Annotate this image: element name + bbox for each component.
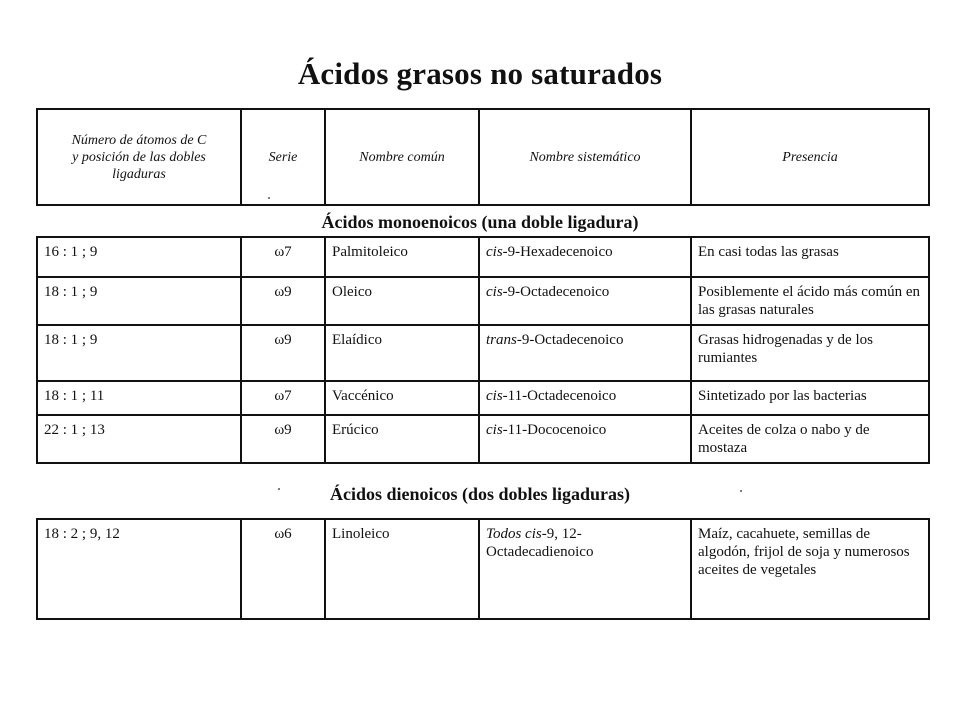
scan-speck bbox=[740, 490, 742, 492]
serie-cell: ω7 bbox=[241, 381, 325, 415]
page-title: Ácidos grasos no saturados bbox=[297, 56, 663, 91]
table-row bbox=[37, 325, 929, 381]
isomer-prefix: cis bbox=[486, 284, 503, 300]
isomer-prefix: Todos cis bbox=[486, 526, 542, 542]
systematic-name-cell bbox=[479, 415, 691, 463]
section-heading-monoenoic: Ácidos monoenoicos (una doble ligadura) bbox=[321, 212, 639, 232]
common-name-cell: Erúcico bbox=[325, 415, 479, 463]
serie-cell: ω9 bbox=[241, 277, 325, 325]
scan-speck bbox=[268, 197, 270, 199]
systematic-name-cell bbox=[479, 381, 691, 415]
table-row bbox=[37, 277, 929, 325]
header-common-name: Nombre común bbox=[325, 109, 479, 205]
carbon-cell: 18 : 2 ; 9, 12 bbox=[37, 519, 241, 619]
isomer-prefix: cis bbox=[486, 388, 503, 404]
header-occurrence: Presencia bbox=[691, 109, 929, 205]
isomer-prefix: cis bbox=[486, 422, 503, 438]
occurrence-cell: Maíz, cacahuete, semillas de algodón, frijol de soja y numerosos aceites de vegetales bbox=[691, 519, 929, 619]
occurrence-cell: Posiblemente el ácido más común en las grasas naturales bbox=[691, 277, 929, 325]
systematic-name-text: -9-Octadecenoico bbox=[516, 332, 624, 348]
carbon-cell: 18 : 1 ; 9 bbox=[37, 277, 241, 325]
systematic-name-text: -9-Octadecenoico bbox=[502, 284, 610, 300]
systematic-name-text: -11-Octadecenoico bbox=[502, 388, 617, 404]
systematic-name-cell bbox=[479, 277, 691, 325]
occurrence-cell: Sintetizado por las bacterias bbox=[691, 381, 929, 415]
carbon-cell: 18 : 1 ; 9 bbox=[37, 325, 241, 381]
monoenoic-table bbox=[36, 236, 930, 464]
common-name-cell: Vaccénico bbox=[325, 381, 479, 415]
systematic-name-text: -9-Hexadecenoico bbox=[502, 244, 613, 260]
header-serie: Serie bbox=[241, 109, 325, 205]
isomer-prefix: trans bbox=[486, 332, 517, 348]
serie-cell: ω6 bbox=[241, 519, 325, 619]
systematic-name-cell bbox=[479, 519, 691, 619]
common-name-cell: Oleico bbox=[325, 277, 479, 325]
common-name-cell: Linoleico bbox=[325, 519, 479, 619]
header-carbon-atoms: Número de átomos de C y posición de las dobles ligaduras bbox=[37, 109, 241, 205]
common-name-cell: Palmitoleico bbox=[325, 237, 479, 277]
header-table bbox=[36, 108, 930, 206]
isomer-prefix: cis bbox=[486, 244, 503, 260]
serie-cell: ω9 bbox=[241, 415, 325, 463]
systematic-name-cell bbox=[479, 325, 691, 381]
systematic-name-text: -11-Dococenoico bbox=[502, 422, 607, 438]
carbon-cell: 18 : 1 ; 11 bbox=[37, 381, 241, 415]
header-systematic-name: Nombre sistemático bbox=[479, 109, 691, 205]
carbon-cell: 22 : 1 ; 13 bbox=[37, 415, 241, 463]
carbon-cell: 16 : 1 ; 9 bbox=[37, 237, 241, 277]
occurrence-cell: En casi todas las grasas bbox=[691, 237, 929, 277]
table-row bbox=[37, 381, 929, 415]
table-row bbox=[37, 237, 929, 277]
section-heading-dienoic: Ácidos dienoicos (dos dobles ligaduras) bbox=[329, 484, 631, 504]
systematic-name-text: -9, 12-Octadecadienoico bbox=[486, 526, 594, 560]
serie-cell: ω7 bbox=[241, 237, 325, 277]
serie-cell: ω9 bbox=[241, 325, 325, 381]
occurrence-cell: Aceites de colza o nabo y de mostaza bbox=[691, 415, 929, 463]
common-name-cell: Elaídico bbox=[325, 325, 479, 381]
occurrence-cell: Grasas hidrogenadas y de los rumiantes bbox=[691, 325, 929, 381]
dienoic-table bbox=[36, 518, 930, 620]
table-row bbox=[37, 415, 929, 463]
scan-speck bbox=[278, 488, 280, 490]
table-row bbox=[37, 519, 929, 619]
systematic-name-cell bbox=[479, 237, 691, 277]
